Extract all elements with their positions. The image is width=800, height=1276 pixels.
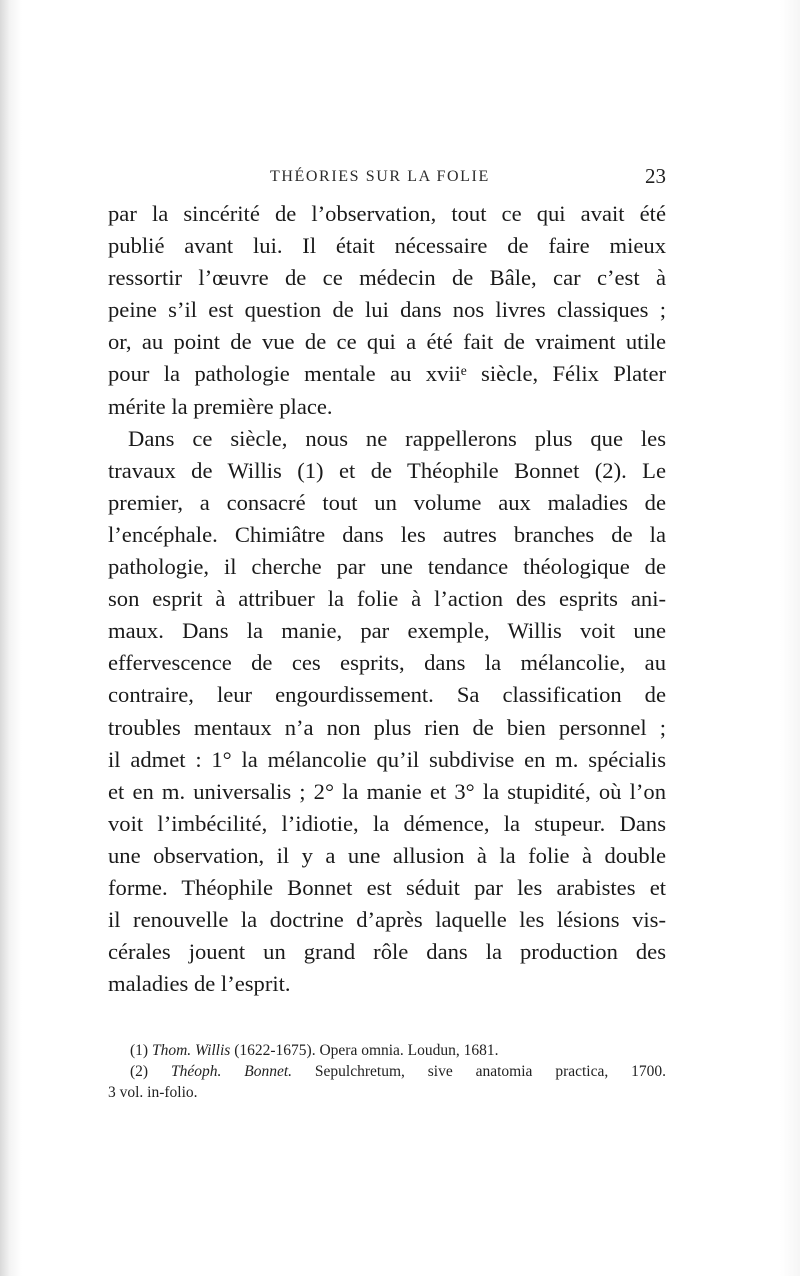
- text-line: par la sincérité de l’observation, tout ce qui avait été: [108, 201, 666, 226]
- text-line: maux. Dans la manie, par exemple, Willis voit une: [108, 618, 666, 644]
- text-line: voit l’imbécilité, l’idiotie, la démence, la stupeur. Dans: [108, 810, 666, 836]
- text-line: l’encéphale. Chimiâtre dans les autres branches de la: [108, 521, 666, 547]
- text-line: contraire, leur engourdissement. Sa classification de: [108, 682, 666, 708]
- footnote-marker: (2): [130, 1063, 149, 1080]
- footnote-text: Sepulchretum, sive anatomia practica, 1700.: [314, 1063, 666, 1080]
- text-line: peine s’il est question de lui dans nos livres classiques ;: [108, 297, 666, 323]
- footnote-1: [108, 1040, 666, 1061]
- text-line: maladies de l’esprit.: [108, 971, 291, 997]
- text-line: troubles mentaux n’a non plus rien de bien personnel ;: [108, 714, 666, 740]
- text-line: mérite la première place.: [108, 393, 333, 419]
- body-text: [108, 198, 666, 1000]
- page-header: [108, 164, 666, 194]
- text-line: effervescence de ces esprits, dans la mélancolie, au: [108, 650, 666, 676]
- text-line: une observation, il y a une allusion à la folie à double: [108, 842, 666, 868]
- footnote-2: [108, 1061, 666, 1082]
- footnotes: [108, 1040, 666, 1103]
- text-line: Dans ce siècle, nous ne rappellerons plus que les: [128, 425, 666, 451]
- footnote-author: Thom. Willis: [151, 1042, 231, 1059]
- text-line: il admet : 1° la mélancolie qu’il subdivise en m. spécialis: [108, 746, 666, 772]
- text-line: et en m. universalis ; 2° la manie et 3° la stupidité, où l’on: [108, 778, 666, 804]
- text-line: publié avant lui. Il était nécessaire de faire mieux: [108, 233, 666, 259]
- footnote-text: (1622-1675). Opera omnia. Loudun, 1681.: [234, 1042, 499, 1059]
- text-line: or, au point de vue de ce qui a été fait de vraiment utile: [108, 329, 666, 355]
- text-line: pour la pathologie mentale au xviiᵉ siècle, Félix Plater: [108, 361, 666, 387]
- text-line: cérales jouent un grand rôle dans la production des: [108, 939, 666, 965]
- text-line: ressortir l’œuvre de ce médecin de Bâle, car c’est à: [108, 265, 666, 291]
- text-line: son esprit à attribuer la folie à l’action des esprits ani-: [108, 586, 666, 612]
- text-line: travaux de Willis (1) et de Théophile Bonnet (2). Le: [108, 457, 666, 483]
- page-number: 23: [645, 164, 666, 188]
- running-title: THÉORIES SUR LA FOLIE: [270, 168, 490, 185]
- footnote-marker: (1): [130, 1042, 149, 1059]
- text-line: il renouvelle la doctrine d’après laquelle les lésions vis-: [108, 907, 666, 933]
- footnote-2-continuation: 3 vol. in-folio.: [108, 1084, 198, 1101]
- text-line: forme. Théophile Bonnet est séduit par les arabistes et: [108, 874, 666, 900]
- text-line: premier, a consacré tout un volume aux maladies de: [108, 489, 666, 515]
- footnote-author: Théoph. Bonnet.: [170, 1063, 293, 1080]
- text-line: pathologie, il cherche par une tendance théologique de: [108, 554, 666, 580]
